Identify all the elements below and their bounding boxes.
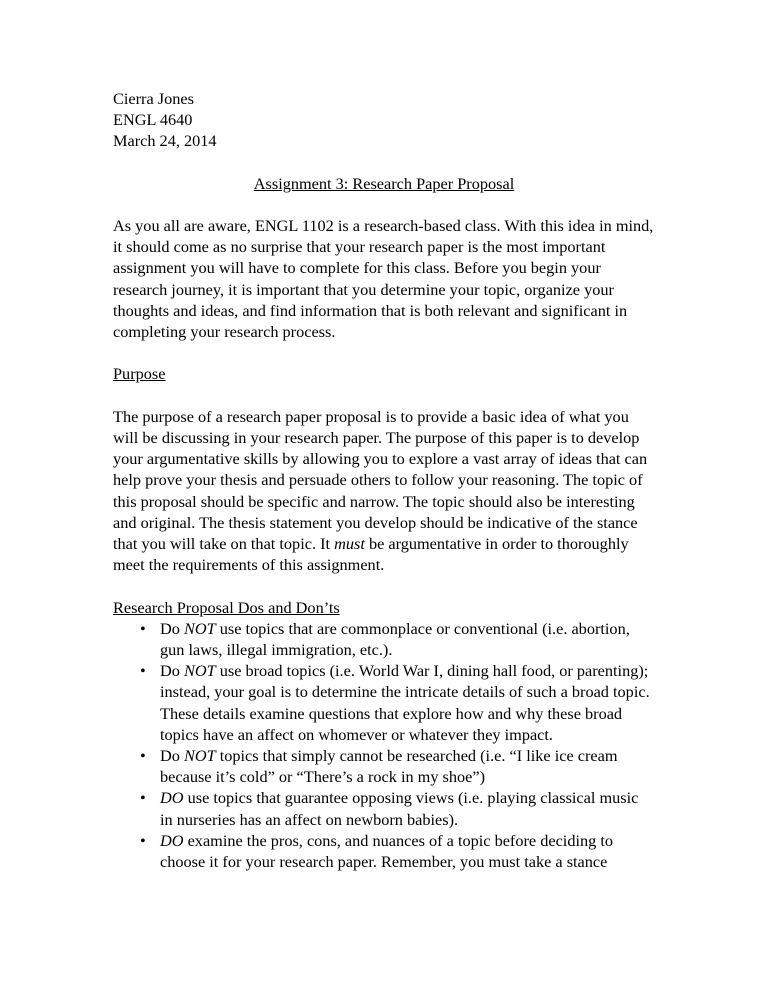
page-title-text: Assignment 3: Research Paper Proposal	[253, 173, 515, 193]
list-item	[160, 830, 655, 872]
emphasized-text: NOT	[183, 746, 216, 766]
list-item	[160, 787, 655, 829]
dos-donts-list	[113, 618, 655, 872]
emphasized-text: NOT	[183, 618, 216, 638]
text-run: use broad topics (i.e. World War I, dining hall food, or parenting); instead, your goal is to determine the intricate details of such a broad topic. These details examine questions that explore how and why these broad topics have an affect on whomever or whatever they impact.	[160, 661, 650, 744]
emphasized-text: must	[334, 534, 365, 554]
document-header	[113, 88, 655, 152]
assignment-date: March 24, 2014	[113, 131, 217, 151]
text-run: topics that simply cannot be researched (i.e. “I like ice cream because it’s cold” or “There’s a rock in my shoe”)	[160, 746, 618, 787]
purpose-paragraph	[113, 406, 655, 576]
section-heading-dos-donts-wrap	[113, 597, 655, 618]
spacer	[113, 385, 655, 406]
text-run: use topics that guarantee opposing views (i.e. playing classical music in nurseries has an affect on newborn babies).	[160, 788, 639, 829]
emphasized-text: DO	[160, 830, 184, 850]
list-item	[160, 660, 655, 745]
text-run: Do	[160, 661, 184, 681]
text-run: examine the pros, cons, and nuances of a topic before deciding to choose it for your research paper. Remember, you must take a stance	[160, 830, 614, 872]
list-item	[160, 745, 655, 787]
text-run: Do	[160, 618, 184, 638]
text-run: use topics that are commonplace or conventional (i.e. abortion, gun laws, illegal immigration, etc.).	[160, 618, 630, 660]
text-run: Do	[160, 746, 184, 766]
intro-paragraph: As you all are aware, ENGL 1102 is a research-based class. With this idea in mind, it should come as no surprise that your research paper is the most important assignment you will have to complete for this class. Before you begin your research journey, it is important that you determine your topic, organize your thoughts and ideas, and find information that is both relevant and significant in completing your research process.	[113, 216, 654, 342]
text-run: The purpose of a research paper proposal is to provide a basic idea of what you will be discussing in your research paper. The purpose of this paper is to develop your argumentative skills by allowing you to explore a vast array of ideas that can help prove your thesis and persuade others to follow your reasoning. The topic of this proposal should be specific and narrow. The topic should also be interesting and original. The thesis statement you develop should be indicative of the stance that you will take on that topic. It	[113, 406, 648, 554]
spacer	[113, 575, 655, 596]
text-run: be argumentative in order to thoroughly meet the requirements of this assignment.	[113, 534, 629, 575]
author-name: Cierra Jones	[113, 89, 194, 108]
list-item	[160, 618, 655, 660]
emphasized-text: NOT	[183, 661, 216, 681]
section-heading-purpose-wrap	[113, 363, 655, 384]
section-heading-dos-donts: Research Proposal Dos and Don’ts	[113, 597, 340, 617]
page-title	[113, 173, 655, 194]
emphasized-text: DO	[160, 788, 184, 808]
spacer	[113, 194, 655, 215]
spacer	[113, 342, 655, 363]
section-heading-purpose: Purpose	[113, 364, 166, 384]
course-code: ENGL 4640	[113, 110, 193, 130]
document-body	[113, 88, 655, 872]
